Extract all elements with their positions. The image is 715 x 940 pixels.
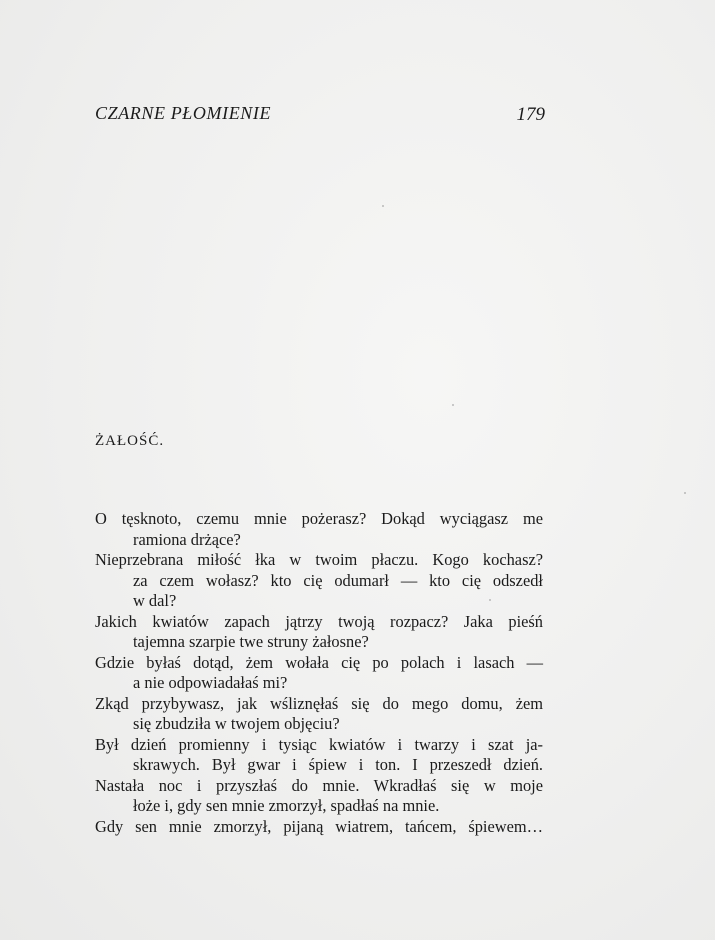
paper-speck [452,404,454,406]
verse-line-continuation: się zbudziła w twojem objęciu? [133,714,340,733]
verse-line: Zkąd przybywasz, jak wśliznęłaś się do mego domu, żem [95,693,543,713]
verse-line-continuation: ramiona drżące? [133,529,241,549]
verse-line-continuation: w dal? [133,591,177,610]
running-head [95,103,545,129]
poem-verse [95,817,543,838]
verse-line: O tęsknoto, czemu mnie pożerasz? Dokąd wyciągasz me [95,509,543,528]
verse-line: Był dzień promienny i tysiąc kwiatów i twarzy i szat ja- [95,734,543,754]
verse-line: Nieprzebrana miłość łka w twoim płaczu. Kogo kochasz? [95,550,543,569]
paper-speck [489,599,491,601]
poem-verse [95,735,543,776]
verse-line: Gdzie byłaś dotąd, żem wołała cię po polach i lasach — [95,652,543,672]
poem-verse [95,509,543,550]
poem-verse [95,776,543,817]
poem-verse [95,612,543,653]
verse-line: Gdy sen mnie zmorzył, pijaną wiatrem, tańcem, śpiewem… [95,816,543,836]
poem-verse [95,550,543,612]
paper-speck [684,492,686,494]
verse-line-continuation: łoże i, gdy sen mnie zmorzył, spadłaś na mnie. [133,796,440,815]
poem-body [95,509,543,837]
verse-line-continuation: skrawych. Był gwar i śpiew i ton. I przeszedł dzień. [133,755,543,774]
verse-line-continuation: za czem wołasz? kto cię odumarł — kto cię odszedł [133,570,543,590]
verse-line-continuation: a nie odpowiadałaś mi? [133,673,288,692]
running-title: CZARNE PŁOMIENIE [95,103,272,123]
paper-speck [382,205,384,207]
page-number: 179 [516,104,545,125]
verse-line: Jakich kwiatów zapach jątrzy twoją rozpacz? Jaka pieśń [95,611,543,631]
poem-verse [95,694,543,735]
verse-line-continuation: tajemna szarpie twe struny żałosne? [133,632,369,651]
poem-verse [95,653,543,694]
poem-title: ŻAŁOŚĆ. [95,433,165,449]
verse-line: Nastała noc i przyszłaś do mnie. Wkradłaś się w moje [95,775,543,795]
